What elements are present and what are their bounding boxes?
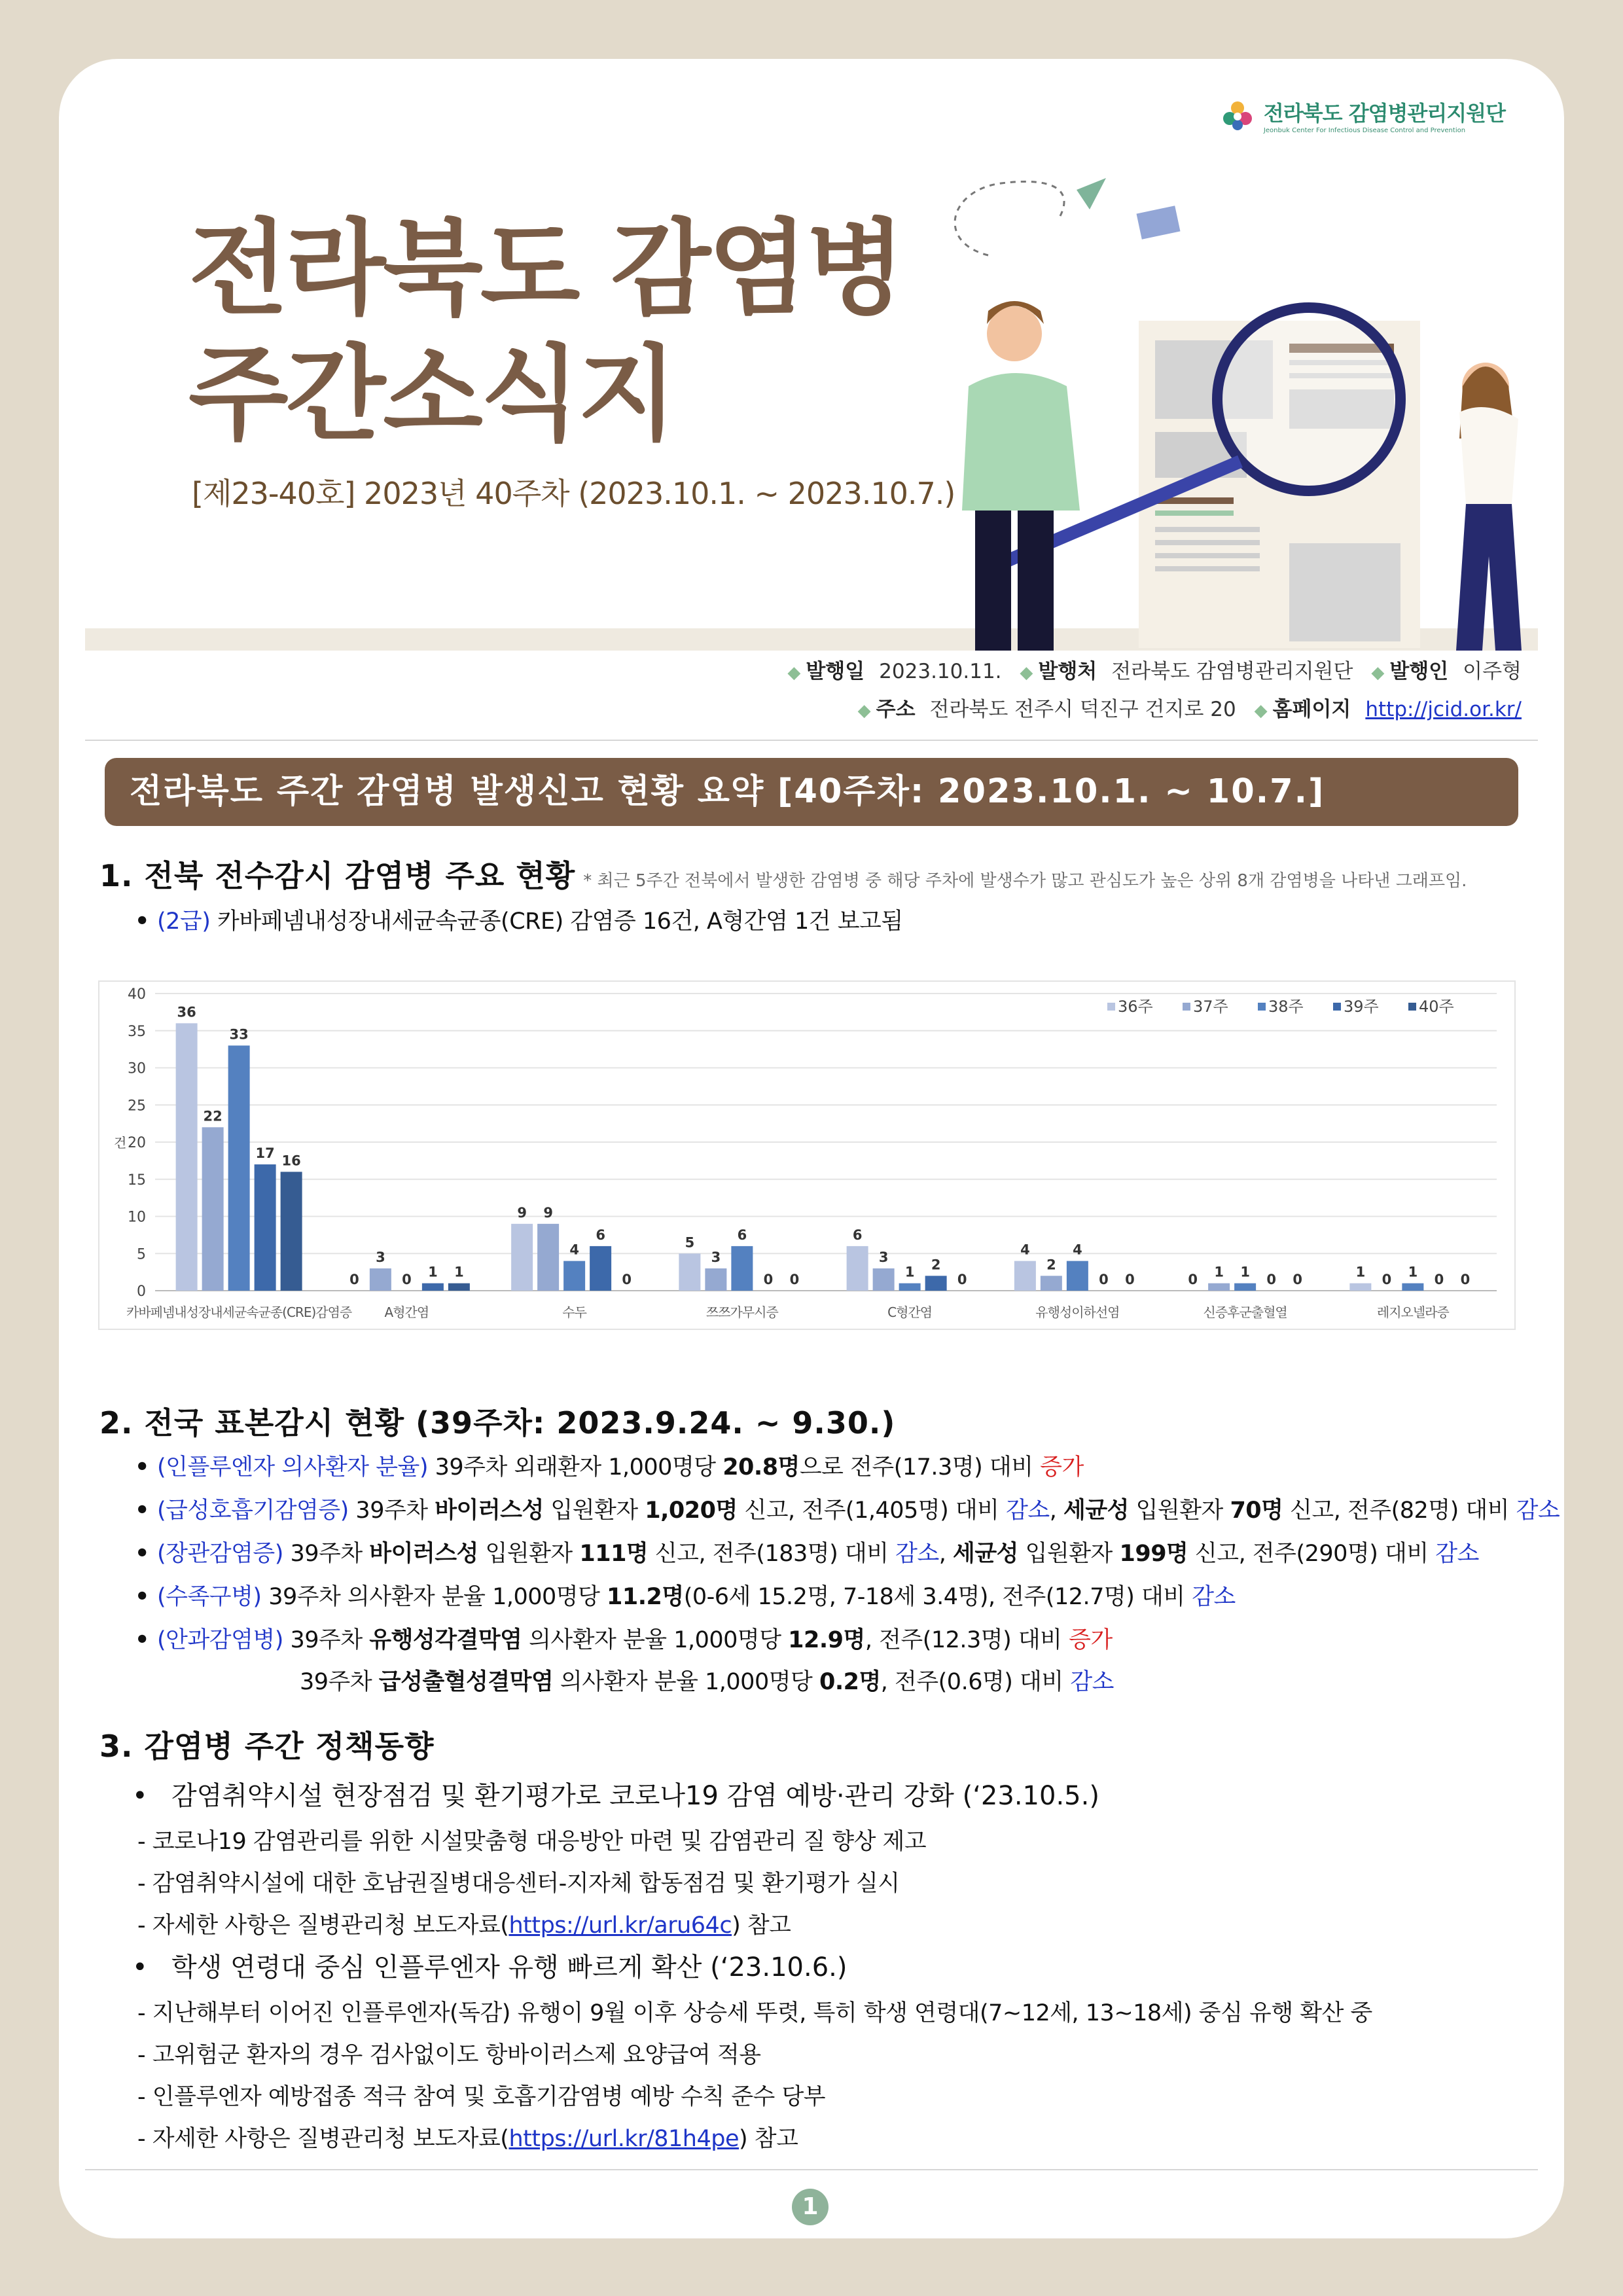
ref-suffix: ) 참고: [732, 1912, 791, 1939]
text-run: 199명: [1119, 1541, 1188, 1567]
bar: [563, 1261, 585, 1291]
ref-suffix: ) 참고: [739, 2126, 798, 2152]
homepage-label: 홈페이지: [1272, 698, 1351, 721]
data-label: 0: [349, 1272, 359, 1287]
policy-2-title: [132, 1946, 847, 1984]
text-run: 급성출혈성결막염: [378, 1669, 554, 1695]
text-run: 세균성: [953, 1541, 1018, 1567]
legend-label: 38주: [1268, 997, 1304, 1016]
address: 전라북도 전주시 덕진구 건지로 20: [929, 698, 1236, 721]
bar: [281, 1172, 302, 1291]
data-label: 1: [1240, 1264, 1250, 1280]
y-tick-label: 40: [128, 986, 146, 1003]
section-2-item-continuation: [300, 1664, 1114, 1696]
legend-label: 40주: [1419, 997, 1454, 1016]
data-label: 0: [1125, 1272, 1135, 1287]
bar: [1014, 1261, 1036, 1291]
bullet-text: 카바페넴내성장내세균속균종(CRE) 감염증 16건, A형간염 1건 보고됨: [210, 908, 903, 935]
policy-2-line-2: - 고위험군 환자의 경우 검사없이도 항바이러스제 요양급여 적용: [137, 2042, 761, 2068]
text-run: , 전주(12.3명) 대비: [865, 1627, 1069, 1653]
text-run: 신고, 전주(183명) 대비: [648, 1541, 896, 1567]
bar: [705, 1268, 726, 1291]
text-run: 증가: [1040, 1454, 1084, 1480]
data-label: 17: [255, 1145, 275, 1162]
data-label: 1: [454, 1264, 464, 1280]
data-label: 0: [622, 1272, 632, 1287]
data-label: 0: [402, 1272, 412, 1287]
text-run: 39주차: [283, 1541, 370, 1567]
text-run: 39주차 의사환자 분율 1,000명당: [261, 1584, 607, 1610]
diamond-icon: ◆: [1371, 663, 1385, 683]
text-run: , 전주(0.6명) 대비: [880, 1669, 1071, 1695]
bar: [448, 1283, 470, 1291]
text-run: 신고, 전주(82명) 대비: [1283, 1498, 1516, 1524]
policy-1-reference: [137, 1907, 791, 1940]
address-label: 주소: [876, 698, 916, 721]
bar: [255, 1164, 276, 1291]
legend-label: 39주: [1344, 997, 1379, 1016]
section-1-title: 1. 전북 전수감시 감염병 주요 현황: [99, 858, 576, 893]
y-tick-label: 30: [128, 1060, 146, 1077]
data-label: 6: [596, 1227, 605, 1243]
policy-2-link[interactable]: https://url.kr/81h4pe: [508, 2126, 740, 2152]
publication-info-row-1: [776, 655, 1522, 684]
ref-prefix: - 자세한 사항은 질병관리청 보도자료(: [137, 1912, 509, 1939]
data-label: 0: [1382, 1272, 1392, 1287]
section-1-heading: [99, 852, 1467, 895]
bar: [1067, 1261, 1088, 1291]
y-tick-label: 10: [128, 1209, 146, 1226]
publisher-label: 발행처: [1038, 660, 1097, 683]
footer-divider: [85, 2169, 1538, 2170]
text-run: 의사환자 분율 1,000명당: [522, 1627, 789, 1653]
page-number: 1: [792, 2189, 829, 2225]
bar: [537, 1224, 559, 1291]
issuer: 이주형: [1463, 660, 1522, 683]
text-run: (장관감염증): [157, 1541, 283, 1567]
policy-2-reference: [137, 2121, 798, 2153]
newsletter-page: [59, 59, 1564, 2238]
legend-swatch: [1408, 1003, 1416, 1011]
bar: [1349, 1283, 1371, 1291]
bar: [511, 1224, 533, 1291]
x-tick-label: C형간염: [887, 1304, 933, 1320]
text-run: 39주차: [348, 1498, 435, 1524]
legend-swatch: [1333, 1003, 1341, 1011]
pub-date: 2023.10.11.: [879, 660, 1002, 683]
issuer-label: 발행인: [1389, 660, 1449, 683]
section-2-item: [135, 1535, 1479, 1568]
legend-label: 37주: [1193, 997, 1228, 1016]
text-run: 39주차: [300, 1669, 379, 1695]
data-label: 0: [957, 1272, 967, 1287]
text-run: 증가: [1069, 1627, 1113, 1653]
y-axis-label: 건: [114, 1135, 127, 1151]
bar: [590, 1246, 611, 1291]
section-2-item: [135, 1579, 1236, 1611]
text-run: 감소: [1070, 1669, 1114, 1695]
policy-1-title-text: 감염취약시설 현장점검 및 환기평가로 코로나19 감염 예방·관리 강화 (‘23.10.5.): [171, 1781, 1099, 1811]
legend-swatch: [1183, 1003, 1190, 1011]
bar: [1041, 1276, 1062, 1291]
text-run: 감소: [1006, 1498, 1050, 1524]
logo-name-kr: 전라북도 감염병관리지원단: [1263, 101, 1505, 126]
policy-1-line-1: - 코로나19 감염관리를 위한 시설맞춤형 대응방안 마련 및 감염관리 질 향상 제고: [137, 1829, 927, 1855]
people-with-magnifier-illustration: [910, 164, 1564, 651]
bar: [731, 1246, 753, 1291]
section-2-heading: 2. 전국 표본감시 현황 (39주차: 2023.9.24. ~ 9.30.): [99, 1405, 896, 1441]
data-label: 1: [1408, 1264, 1418, 1280]
text-run: (0-6세 15.2명, 7-18세 3.4명), 전주(12.7명) 대비: [683, 1584, 1192, 1610]
y-tick-label: 20: [128, 1135, 146, 1151]
text-run: 입원환자: [543, 1498, 645, 1524]
chart-svg: [99, 982, 1514, 1329]
homepage-link[interactable]: http://jcid.or.kr/: [1365, 698, 1522, 721]
bar: [176, 1023, 198, 1291]
text-run: 입원환자: [1128, 1498, 1230, 1524]
y-tick-label: 25: [128, 1098, 146, 1115]
title-line-1: 전라북도 감염병: [188, 209, 903, 329]
data-label: 3: [878, 1249, 889, 1265]
text-run: 11.2명: [607, 1584, 684, 1610]
bar: [847, 1246, 868, 1291]
diamond-icon: ◆: [1020, 663, 1033, 683]
policy-2-title-text: 학생 연령대 중심 인플루엔자 유행 빠르게 확산 (‘23.10.6.): [171, 1952, 847, 1982]
data-label: 4: [1073, 1242, 1082, 1258]
issue-info: [제23-40호] 2023년 40주차 (2023.10.1. ~ 2023.10.7.): [192, 476, 955, 511]
section-2-item: [135, 1449, 1084, 1482]
bar: [422, 1283, 444, 1291]
text-run: 으로 전주(17.3명) 대비: [799, 1454, 1041, 1480]
data-label: 9: [543, 1204, 553, 1221]
text-run: (수족구병): [157, 1584, 262, 1610]
text-run: 감소: [895, 1541, 939, 1567]
data-label: 4: [569, 1242, 579, 1258]
text-run: 신고, 전주(1,405명) 대비: [737, 1498, 1007, 1524]
bullet-icon: •: [135, 1627, 149, 1653]
weekly-disease-bar-chart: [98, 980, 1516, 1330]
data-label: 6: [852, 1227, 863, 1243]
data-label: 5: [685, 1234, 695, 1251]
x-tick-label: 유행성이하선염: [1035, 1304, 1120, 1320]
bar: [925, 1276, 947, 1291]
bullet-icon: •: [135, 1498, 149, 1524]
data-label: 0: [1293, 1272, 1302, 1287]
data-label: 4: [1020, 1242, 1030, 1258]
x-tick-label: 신증후군출혈열: [1203, 1304, 1287, 1320]
text-run: 1,020명: [645, 1498, 738, 1524]
data-label: 1: [1355, 1264, 1366, 1280]
text-run: (급성호흡기감염증): [157, 1498, 349, 1524]
x-tick-label: A형간염: [384, 1304, 429, 1320]
text-run: 유행성각결막염: [369, 1627, 522, 1653]
data-label: 1: [428, 1264, 438, 1280]
y-tick-label: 0: [137, 1283, 146, 1300]
data-label: 0: [1266, 1272, 1276, 1287]
data-label: 0: [1188, 1272, 1198, 1287]
text-run: (안과감염병): [157, 1627, 283, 1653]
text-run: (인플루엔자 의사환자 분율): [157, 1454, 428, 1480]
pub-date-label: 발행일: [806, 660, 865, 683]
data-label: 22: [203, 1108, 223, 1124]
x-tick-label: 수두: [562, 1304, 586, 1320]
text-run: 12.9명: [788, 1627, 865, 1653]
bullet-tag: (2급): [157, 908, 211, 935]
section-1-note: * 최근 5주간 전북에서 발생한 감염병 중 해당 주차에 발생수가 많고 관심도가 높은 상위 8개 감염병을 나타낸 그래프임.: [583, 871, 1467, 891]
publisher: 전라북도 감염병관리지원단: [1111, 660, 1353, 683]
bar: [1402, 1283, 1423, 1291]
text-run: 신고, 전주(290명) 대비: [1188, 1541, 1436, 1567]
text-run: 0.2명: [819, 1669, 881, 1695]
y-tick-label: 15: [128, 1172, 146, 1189]
policy-1-line-2: - 감염취약시설에 대한 호남권질병대응센터-지자체 합동점검 및 환기평가 실시: [137, 1871, 900, 1897]
text-run: ,: [1049, 1498, 1064, 1524]
y-tick-label: 5: [137, 1246, 146, 1263]
x-tick-label: 레지오넬라증: [1376, 1304, 1449, 1320]
data-label: 1: [1214, 1264, 1224, 1280]
divider: [85, 740, 1538, 741]
publication-info-row-2: [846, 692, 1522, 722]
text-run: 감소: [1435, 1541, 1479, 1567]
legend-swatch: [1258, 1003, 1266, 1011]
text-run: 바이러스성: [435, 1498, 544, 1524]
data-label: 2: [931, 1257, 941, 1273]
text-run: 39주차: [283, 1627, 370, 1653]
ref-prefix: - 자세한 사항은 질병관리청 보도자료(: [137, 2126, 509, 2152]
policy-1-title: [132, 1775, 1099, 1812]
data-label: 36: [177, 1004, 196, 1020]
data-label: 6: [737, 1227, 747, 1243]
legend-label: 36주: [1118, 997, 1153, 1016]
bar: [679, 1253, 700, 1291]
section-1-bullet: [135, 903, 903, 936]
data-label: 0: [1099, 1272, 1109, 1287]
newsletter-title: [188, 206, 902, 457]
policy-2-line-3: - 인플루엔자 예방접종 적극 참여 및 호흡기감염병 예방 수칙 준수 당부: [137, 2084, 826, 2110]
data-label: 33: [229, 1026, 249, 1043]
summary-header-bar: 전라북도 주간 감염병 발생신고 현황 요약 [40주차: 2023.10.1. ~ 10.7.]: [105, 758, 1518, 826]
section-2-item: [135, 1492, 1560, 1525]
data-label: 0: [1434, 1272, 1444, 1287]
bar: [1234, 1283, 1256, 1291]
text-run: ,: [938, 1541, 954, 1567]
bullet-icon: •: [135, 1541, 149, 1567]
text-run: 감소: [1516, 1498, 1560, 1524]
bar: [370, 1268, 391, 1291]
diamond-icon: ◆: [787, 663, 801, 683]
section-3-heading: 3. 감염병 주간 정책동향: [99, 1729, 435, 1764]
data-label: 0: [763, 1272, 774, 1287]
text-run: 의사환자 분율 1,000명당: [553, 1669, 819, 1695]
data-label: 0: [789, 1272, 800, 1287]
bullet-icon: •: [132, 1952, 148, 1982]
bar: [873, 1268, 895, 1291]
section-2-item: [135, 1622, 1113, 1655]
text-run: 바이러스성: [369, 1541, 478, 1567]
title-line-2: 주간소식지: [188, 334, 675, 455]
data-label: 3: [711, 1249, 721, 1265]
text-run: 39주차 외래환자 1,000명당: [427, 1454, 723, 1480]
data-label: 2: [1046, 1257, 1056, 1273]
x-tick-label: 카바페넴내성장내세균속균종(CRE)감염증: [126, 1304, 352, 1320]
bullet-icon: •: [132, 1781, 148, 1811]
diamond-icon: ◆: [1254, 701, 1268, 721]
text-run: 입원환자: [478, 1541, 580, 1567]
bar: [202, 1127, 224, 1291]
bullet-icon: •: [135, 1454, 149, 1480]
bar: [899, 1283, 921, 1291]
data-label: 1: [904, 1264, 915, 1280]
bar: [1208, 1283, 1230, 1291]
text-run: 감소: [1192, 1584, 1236, 1610]
policy-1-link[interactable]: https://url.kr/aru64c: [508, 1912, 732, 1939]
bar: [228, 1045, 250, 1291]
text-run: 세균성: [1063, 1498, 1129, 1524]
data-label: 3: [376, 1249, 385, 1265]
diamond-icon: ◆: [857, 701, 871, 721]
x-tick-label: 쯔쯔가무시증: [705, 1304, 778, 1320]
logo: [1221, 97, 1505, 134]
bullet-icon: •: [135, 1584, 149, 1610]
text-run: 입원환자: [1018, 1541, 1120, 1567]
data-label: 9: [517, 1204, 527, 1221]
text-run: 70명: [1230, 1498, 1283, 1524]
bullet-icon: •: [135, 908, 149, 935]
logo-name-en: Jeonbuk Center For Infectious Disease Control and Prevention: [1263, 127, 1466, 134]
y-tick-label: 35: [128, 1023, 146, 1040]
data-label: 16: [281, 1153, 301, 1169]
logo-mark-icon: [1221, 99, 1255, 133]
policy-2-line-1: - 지난해부터 이어진 인플루엔자(독감) 유행이 9월 이후 상승세 뚜렷, 특히 학생 연령대(7~12세, 13~18세) 중심 유행 확산 중: [137, 2000, 1372, 2026]
data-label: 0: [1460, 1272, 1471, 1287]
text-run: 20.8명: [722, 1454, 800, 1480]
text-run: 111명: [579, 1541, 649, 1567]
legend-swatch: [1107, 1003, 1115, 1011]
